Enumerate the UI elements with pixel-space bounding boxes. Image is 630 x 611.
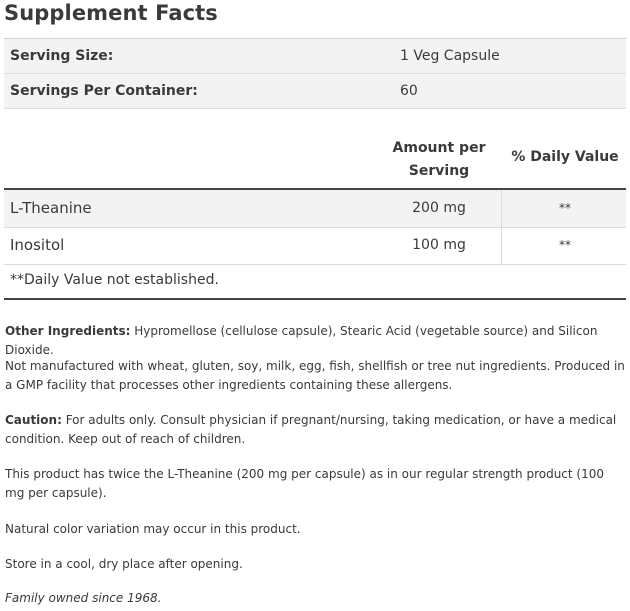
- strength-paragraph: This product has twice the L-Theanine (200 mg per capsule) as in our regular strength product (100 mg per capsule).: [5, 467, 605, 500]
- servings-per-container-value: 60: [400, 83, 418, 99]
- allergen-paragraph: Not manufactured with wheat, gluten, soy, milk, egg, fish, shellfish or tree nut ingredients. Produced in a GMP facility that processes other ingredients containing these allergens.: [5, 359, 625, 392]
- storage-paragraph: Store in a cool, dry place after opening.: [5, 557, 243, 571]
- column-divider: [501, 227, 502, 264]
- amount-header-line2: Serving: [408, 163, 470, 179]
- serving-size-row: [4, 39, 626, 74]
- column-divider: [501, 190, 502, 227]
- footnote-text: **Daily Value not established.: [10, 272, 219, 288]
- servings-per-container-label: Servings Per Container:: [10, 83, 198, 99]
- caution-label: Caution:: [5, 413, 62, 427]
- serving-table: [4, 38, 626, 109]
- amount-per-serving-header: [389, 137, 489, 183]
- servings-per-container-row: [4, 74, 626, 109]
- nutrient-name: L-Theanine: [10, 199, 92, 217]
- other-ingredients-label: Other Ingredients:: [5, 324, 131, 338]
- nutrient-row: [4, 190, 626, 228]
- family-owned-paragraph: Family owned since 1968.: [5, 591, 162, 605]
- nutrient-name: Inositol: [10, 236, 65, 254]
- serving-size-label: Serving Size:: [10, 48, 114, 64]
- serving-size-value: 1 Veg Capsule: [400, 48, 500, 64]
- caution-text: For adults only. Consult physician if pregnant/nursing, taking medication, or have a medical condition. Keep out of reach of children.: [5, 413, 617, 446]
- color-variation-paragraph: Natural color variation may occur in this product.: [5, 522, 301, 536]
- nutrient-daily-value: **: [559, 201, 571, 215]
- nutrient-table-header: [4, 134, 626, 190]
- amount-header-line1: Amount per: [392, 140, 486, 156]
- nutrient-amount: 200 mg: [412, 200, 466, 216]
- daily-value-header: % Daily Value: [511, 149, 619, 165]
- nutrient-row: [4, 227, 626, 265]
- other-ingredients-text: Hypromellose (cellulose capsule), Stearic Acid (vegetable source) and Silicon Dioxide.: [5, 324, 598, 357]
- other-ingredients-paragraph: [5, 322, 625, 360]
- nutrient-daily-value: **: [559, 238, 571, 252]
- daily-value-footnote: [4, 264, 626, 300]
- nutrient-amount: 100 mg: [412, 237, 466, 253]
- page-title: Supplement Facts: [4, 1, 218, 25]
- caution-paragraph: [5, 411, 625, 449]
